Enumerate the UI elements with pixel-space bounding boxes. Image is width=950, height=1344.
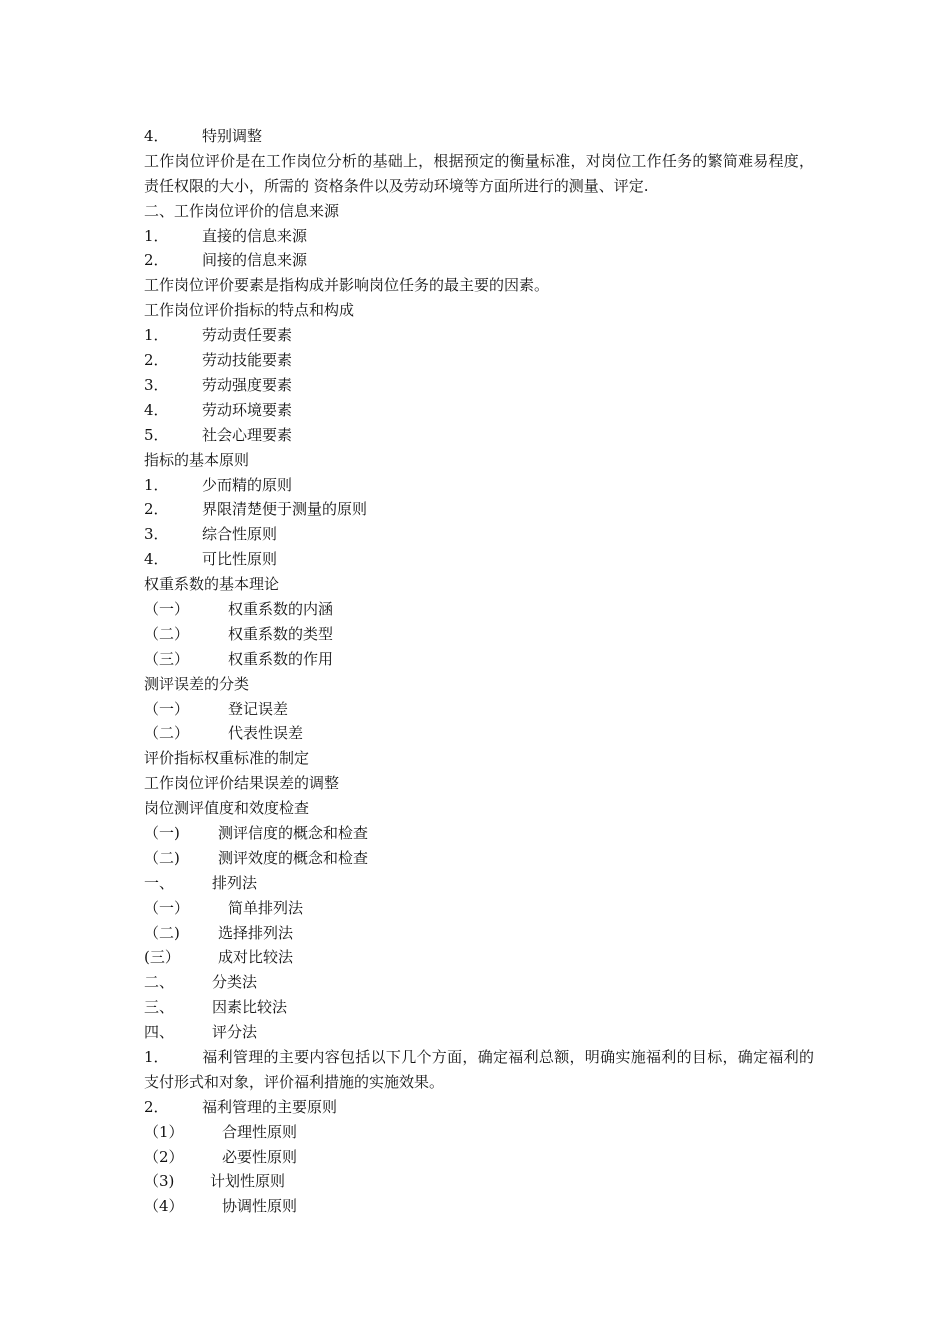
item-number: （二) — [144, 848, 180, 867]
item-text: 劳动责任要素 — [202, 326, 293, 345]
item-text: 直接的信息来源 — [202, 226, 308, 245]
list-item — [144, 373, 814, 398]
section-heading: 工作岗位评价指标的特点和构成 — [144, 301, 355, 320]
item-text: 福利管理的主要原则 — [202, 1097, 338, 1116]
item-number: 2． — [144, 500, 169, 519]
item-number: 1． — [144, 1047, 169, 1066]
item-number: 2． — [144, 251, 169, 270]
list-item — [144, 348, 814, 373]
item-text: 间接的信息来源 — [202, 251, 308, 270]
item-text: 福利管理的主要内容包括以下几个方面，确定福利总额，明确实施福利的目标，确定福利的支付形式和对象，评价福利措施的实施效果。 — [144, 1047, 814, 1091]
section-heading: 权重系数的基本理论 — [144, 575, 280, 594]
list-item — [144, 497, 814, 522]
item-number: （2） — [144, 1147, 184, 1166]
item-text: 合理性原则 — [222, 1122, 298, 1141]
item-text: 必要性原则 — [222, 1147, 298, 1166]
list-item — [144, 1145, 814, 1170]
section-heading: 岗位测评值度和效度检查 — [144, 799, 310, 818]
item-number: 4． — [144, 550, 169, 569]
item-number: 1． — [144, 326, 169, 345]
section-heading: 评价指标权重标准的制定 — [144, 749, 310, 768]
item-text: 登记误差 — [228, 699, 289, 718]
item-text: 排列法 — [212, 873, 258, 892]
item-text: 权重系数的内涵 — [228, 599, 334, 618]
item-text: 劳动环境要素 — [202, 400, 293, 419]
paragraph: 工作岗位评价是在工作岗位分析的基础上，根据预定的衡量标准，对岗位工作任务的繁简难易程度，责任权限的大小，所需的 资格条件以及劳动环境等方面所进行的测量、评定. — [144, 151, 814, 195]
item-text: 测评信度的概念和检查 — [218, 823, 369, 842]
list-item — [144, 1120, 814, 1145]
item-text: 权重系数的作用 — [228, 649, 334, 668]
item-number: （一） — [144, 699, 190, 718]
document-page — [144, 124, 814, 1219]
list-item — [144, 647, 814, 672]
item-text: 测评效度的概念和检查 — [218, 848, 369, 867]
list-item — [144, 597, 814, 622]
list-item — [144, 248, 814, 273]
item-number: （3) — [144, 1172, 175, 1191]
list-item — [144, 995, 814, 1020]
list-item — [144, 1169, 814, 1194]
list-item — [144, 1045, 814, 1095]
item-number: 一、 — [144, 873, 175, 892]
list-item — [144, 697, 814, 722]
section-heading: 工作岗位评价结果误差的调整 — [144, 774, 340, 793]
item-number: 2． — [144, 351, 169, 370]
item-number: 2． — [144, 1097, 169, 1116]
list-item — [144, 224, 814, 249]
item-number: 四、 — [144, 1023, 175, 1042]
paragraph: 工作岗位评价要素是指构成并影响岗位任务的最主要的因素。 — [144, 276, 550, 295]
list-item — [144, 896, 814, 921]
list-item — [144, 622, 814, 647]
item-text: 协调性原则 — [222, 1197, 298, 1216]
item-text: 综合性原则 — [202, 525, 278, 544]
item-text: 代表性误差 — [228, 724, 304, 743]
list-item — [144, 1020, 814, 1045]
list-item — [144, 970, 814, 995]
item-text: 成对比较法 — [218, 948, 294, 967]
list-item — [144, 124, 814, 149]
section-heading: 二、工作岗位评价的信息来源 — [144, 201, 340, 220]
item-text: 简单排列法 — [228, 898, 304, 917]
item-number: （一） — [144, 898, 190, 917]
item-number: 3． — [144, 375, 169, 394]
item-number: 3． — [144, 525, 169, 544]
list-item — [144, 522, 814, 547]
item-number: （二） — [144, 624, 190, 643]
list-item — [144, 547, 814, 572]
list-item — [144, 846, 814, 871]
list-item — [144, 323, 814, 348]
item-text: 劳动技能要素 — [202, 351, 293, 370]
list-item — [144, 423, 814, 448]
item-text: 社会心理要素 — [202, 425, 293, 444]
item-text: 因素比较法 — [212, 998, 288, 1017]
item-number: 1． — [144, 475, 169, 494]
item-number: 4． — [144, 400, 169, 419]
item-number: 5． — [144, 425, 169, 444]
item-text: 分类法 — [212, 973, 258, 992]
list-item — [144, 871, 814, 896]
list-item — [144, 473, 814, 498]
item-text: 评分法 — [212, 1023, 258, 1042]
item-number: （1） — [144, 1122, 184, 1141]
item-number: （一) — [144, 823, 180, 842]
item-text: 选择排列法 — [218, 923, 294, 942]
item-text: 劳动强度要素 — [202, 375, 293, 394]
item-number: （三） — [144, 649, 190, 668]
list-item — [144, 921, 814, 946]
list-item — [144, 1095, 814, 1120]
item-number: (三） — [144, 948, 180, 967]
list-item — [144, 821, 814, 846]
item-number: （二) — [144, 923, 180, 942]
item-number: （一） — [144, 599, 190, 618]
item-number: （二） — [144, 724, 190, 743]
section-heading: 测评误差的分类 — [144, 674, 250, 693]
section-heading: 指标的基本原则 — [144, 450, 250, 469]
list-item — [144, 945, 814, 970]
item-number: 三、 — [144, 998, 175, 1017]
item-text: 特别调整 — [202, 127, 263, 145]
item-text: 计划性原则 — [210, 1172, 286, 1191]
item-text: 少而精的原则 — [202, 475, 293, 494]
list-item — [144, 398, 814, 423]
item-text: 界限清楚便于测量的原则 — [202, 500, 368, 519]
item-text: 可比性原则 — [202, 550, 278, 569]
item-number: （4） — [144, 1197, 184, 1216]
item-number: 二、 — [144, 973, 175, 992]
list-item — [144, 1194, 814, 1219]
item-number: 4． — [144, 127, 169, 145]
item-text: 权重系数的类型 — [228, 624, 334, 643]
item-number: 1． — [144, 226, 169, 245]
list-item — [144, 721, 814, 746]
